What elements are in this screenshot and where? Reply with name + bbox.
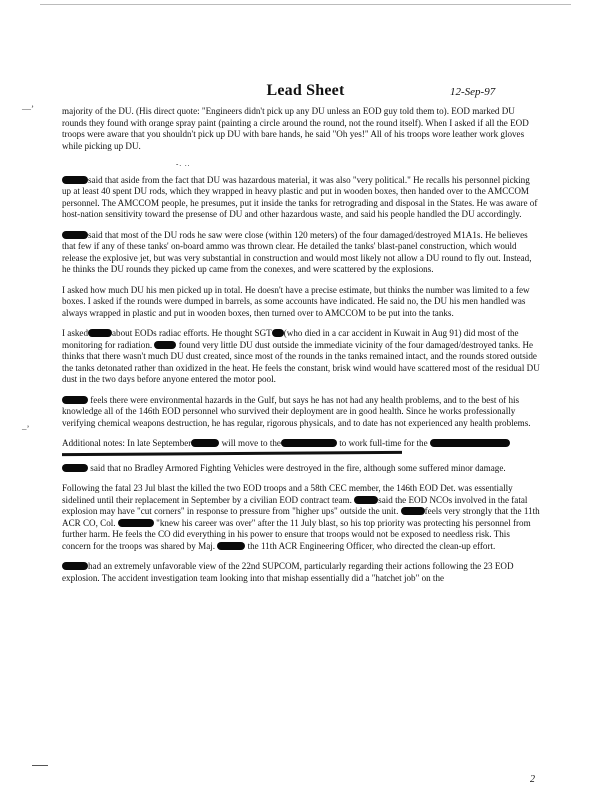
redaction — [62, 231, 88, 239]
redaction — [217, 542, 245, 550]
redaction — [62, 396, 88, 404]
margin-mark: –’ — [22, 424, 30, 434]
strikethrough-line — [62, 450, 402, 455]
paragraph: majority of the DU. (His direct quote: "Engineers didn't pick up any DU unless an EOD guy told them to). EOD marked DU rounds they found with orange spray paint (painting a circle around the round, not the round itself). When I asked if all the EOD troops were aware that you shouldn't pick up DU with bare hands, he said "Oh yes!" All of his troops wore leather work gloves while picking up DU. — [62, 106, 529, 151]
paragraph — [62, 328, 540, 386]
paragraph-text: found very little DU dust outside the immediate vicinity of the four damaged/destroyed tanks. He thinks that there wasn't much DU dust created, since most of the rounds in the tanks remained intact, and the rounds stored outside the tanks detonated rather than oxidized in the heat. He feels the constant, brisk wind would have scattered most of the residual DU dust in the two days before anyone entered the motor pool. — [62, 339, 540, 384]
redaction — [401, 507, 425, 515]
redaction — [354, 496, 378, 504]
paragraph-text: (who died in a car accident in Kuwait in Aug 91) did most of the monitoring for radiation. — [62, 328, 519, 350]
paragraph-text: the 11th ACR Engineering Officer, who directed the clean-up effort. — [247, 540, 496, 551]
redaction — [430, 439, 510, 447]
paragraph-text: feels there were environmental hazards in the Gulf, but says he has not had any health problems, and to the best of his knowledge all of the 146th EOD personnel who survived their deployment are in good health. Since he works professionally verifying chemical weapons destruction, he has regular, rigorous physicals, and to date has not experienced any health problems. — [62, 394, 531, 428]
redaction — [154, 341, 176, 349]
margin-mark: —’ — [22, 104, 34, 114]
paragraph-text: had an extremely unfavorable view of the 22nd SUPCOM, particularly regarding their actions following the 23 EOD explosion. The accident investigation team looking into that mishap essentially did a "hatchet job" on the — [62, 561, 514, 583]
paragraph — [62, 483, 540, 552]
document-date: 12-Sep-97 — [450, 86, 496, 98]
redaction — [191, 439, 219, 447]
redaction — [62, 176, 88, 184]
handwritten-mark: -. .. — [176, 160, 191, 168]
paragraph-text: said the EOD NCOs involved in the fatal explosion may have "cut corners" in response to pressure from "higher ups" outside the unit. — [62, 494, 528, 516]
document-title: Lead Sheet — [266, 82, 345, 99]
margin-mark — [32, 765, 48, 766]
paragraph-text: about EODs radiac efforts. He thought SGT — [112, 328, 272, 338]
paragraph — [62, 463, 540, 475]
redaction — [62, 464, 88, 472]
redaction — [62, 562, 88, 570]
page-number: 2 — [530, 774, 535, 785]
paragraph-text: said that most of the DU rods he saw were close (within 120 meters) of the four damaged/destroyed M1A1s. He believes that few if any of these tanks' on-board ammo was thrown clear. He detailed the tanks' blast-panel construction, which would release the explosive jet, but was very substantial in construction and would most likely not allow a DU round to fly out. Instead, he thinks the DU rounds they picked up came from the conexes, and were scattered by the explosions. — [62, 229, 532, 274]
redaction — [281, 439, 337, 447]
paragraph-text: will move to the — [221, 438, 281, 448]
paragraph-text: said that aside from the fact that DU was hazardous material, it was also "very political." He recalls his personnel picking up at least 40 spent DU rods, which they wrapped in heavy plastic and put in wooden boxes, then handed over to the AMCCOM personnel. The AMCCOM people, he presumes, put it inside the tanks for retrograding and disposal in the States. He was aware of host-nation sensitivity toward the presense of DU and other hazardous waste, and said his people handled the DU accordingly. — [62, 174, 538, 219]
paragraph — [62, 561, 540, 584]
paragraph — [62, 438, 540, 450]
paragraph-text: Additional notes: In late September — [62, 438, 192, 448]
paragraph-text: to work full-time for the — [339, 438, 428, 448]
redaction — [272, 329, 284, 337]
paragraph: I asked how much DU his men picked up in total. He doesn't have a precise estimate, but thinks the number was limited to a few boxes. I asked if the rounds were dumped in barrels, as some accounts have indicated. He said no, the DU his men handled was always wrapped in plastic and put in wooden boxes, then turned over to AMCCOM to be put into the tanks. — [62, 284, 530, 318]
top-rule — [40, 4, 571, 5]
paragraph-text: said that no Bradley Armored Fighting Vehicles were destroyed in the fire, although some suffered minor damage. — [90, 462, 506, 473]
redaction — [88, 329, 112, 337]
paragraph-text: "knew his career was over" after the 11 July blast, so his top priority was protecting his personnel from further harm. He feels the CO did everything in his power to ensure that troops would not be exposed to needless risk. This concern for the troops was shared by Maj. — [62, 517, 531, 551]
paragraph-text: Following the fatal 23 Jul blast the killed the two EOD troops and a 58th CEC member, the 146th EOD Det. was essentially sidelined until their replacement in September by a civilian EOD contract team. — [62, 483, 513, 505]
paragraph-text: I asked — [62, 328, 89, 338]
paragraph-text: feels very strongly that the 11th ACR CO, Col. — [62, 506, 540, 528]
redaction — [118, 519, 154, 527]
paragraph — [62, 175, 540, 221]
document-body — [62, 106, 540, 593]
paragraph — [62, 230, 540, 276]
paragraph — [62, 395, 540, 430]
